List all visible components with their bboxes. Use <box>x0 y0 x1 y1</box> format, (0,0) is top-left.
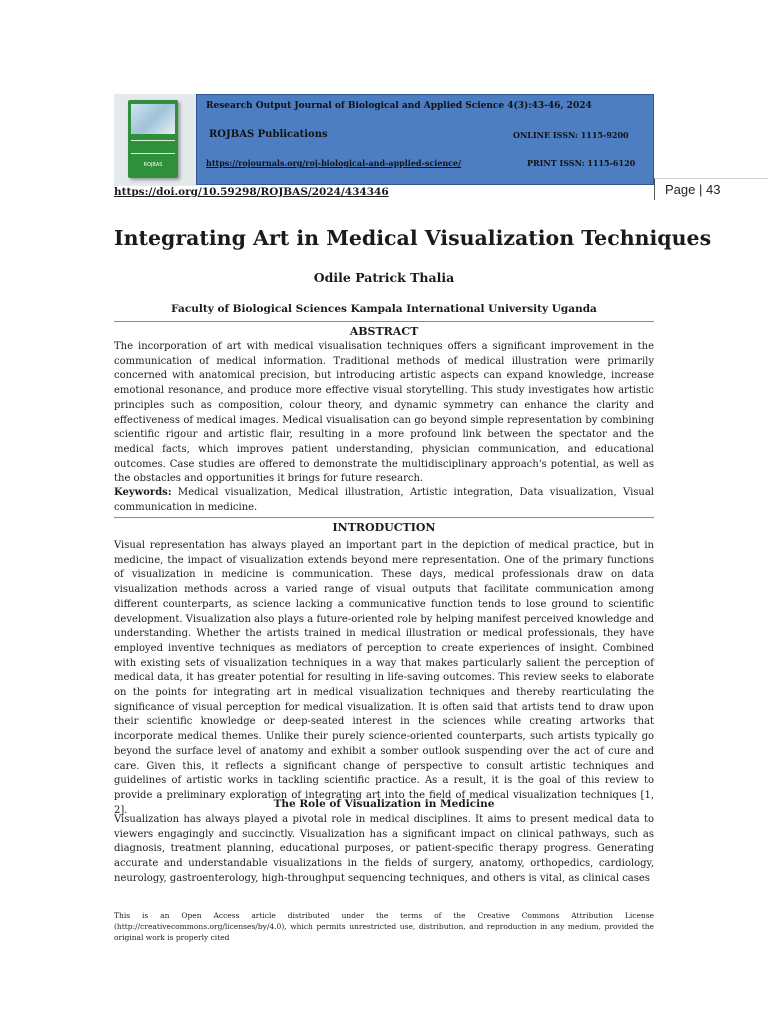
introduction-heading: INTRODUCTION <box>332 521 436 534</box>
print-issn: PRINT ISSN: 1115-6120 <box>527 158 636 168</box>
role-text: Visualization has always played a pivotal role in medical disciplines. It aims to present medical data to viewers engagingly and succinctly. Visualization has a significant impact on clinical pathways, such as diagnosis, treatment planning, educational purposes, or patient-specific therapy progress. Generating accurate and understandable visualizations in the fields of surgery, anatomy, orthopedics, cardiology, neurology, gastroenterology, high-throughput sequencing techniques, and others is vital, as clinical cases <box>114 814 654 884</box>
abstract-text: The incorporation of art with medical visualisation techniques offers a significant improvement in the communication of medical information. Traditional methods of medical illustration were primarily concerned with anatomical precision, but introducing artistic aspects can expand knowledge, increase emotional resonance, and produce more effective visual storytelling. This study investigates how artistic principles such as composition, colour theory, and dynamic symmetry can enhance the clarity and effectiveness of medical images. Medical visualisation can go beyond simple representation by combining scientific rigour and artistic flair, resulting in a more profound link between the spectator and the medical facts, which improves patient understanding, physician communication, and educational outcomes. Case studies are offered to demonstrate the multidisciplinary approach's potential, as well as the obstacles and opportunities it brings for future research. <box>114 341 654 485</box>
role-subheading: The Role of Visualization in Medicine <box>273 798 495 810</box>
doi-link[interactable]: https://doi.org/10.59298/ROJBAS/2024/434346 <box>114 186 389 198</box>
cover-title-band <box>131 140 175 154</box>
introduction-divider <box>114 517 654 518</box>
cover-photo <box>131 104 175 134</box>
journal-cover-image <box>114 94 196 186</box>
keywords <box>114 486 654 515</box>
article-author: Odile Patrick Thalia <box>313 270 455 285</box>
author-affiliation: Faculty of Biological Sciences Kampala International University Uganda <box>171 303 597 315</box>
article-title: Integrating Art in Medical Visualization Techniques <box>114 226 712 250</box>
publisher-name: ROJBAS Publications <box>209 129 328 140</box>
page-number: Page | 43 <box>665 182 721 197</box>
introduction-text: Visual representation has always played an important part in the depiction of medical practice, but in medicine, the impact of visualization extends beyond mere representation. One of the primary functions of visualization in medicine is communication. These days, medical professionals draw on data visualization methods across a varied range of visual outputs that facilitate communication among different counterparts, as science lacking a communicative function tends to lose ground to scientific development. Visualization also plays a future-oriented role by helping manifest perceived knowledge and understanding. Whether the artists trained in medical illustration or medical professionals, they have employed inventive techniques as mediators of perception to create experiences of insight. Combined with existing sets of visualization techniques in a way that makes particularly salient the perception of medical data, it has greater potential for resulting in life-saving outcomes. This review seeks to elaborate on the points for integrating art in medical visualization techniques and thereby rearticulating the significance of visual perception for medical visualization. It is often said that artists tend to draw upon their scientific knowledge or deep-seated interest in the sciences while creating artworks that incorporate medical themes. Unlike their purely science-oriented counterparts, such artists typically go beyond the surface level of anatomy and exhibit a somber outlook suspending over the act of cure and care. Given this, it reflects a significant change of perspective to consult artistic techniques and guidelines of artistic works in tackling scientific practice. As a result, it is the goal of this review to provide a preliminary exploration of integrating art into the field of medical visualization techniques [1, 2]. <box>114 540 654 816</box>
abstract-heading: ABSTRACT <box>349 325 419 338</box>
page-number-box <box>654 178 768 200</box>
abstract-divider <box>114 321 654 322</box>
keywords-label: Keywords: <box>114 487 172 498</box>
journal-banner <box>196 94 654 185</box>
keywords-text: Medical visualization, Medical illustration, Artistic integration, Data visualization, Visual communication in medicine. <box>114 487 654 513</box>
journal-url-link[interactable]: https://rojournals.org/roj-biological-and-applied-science/ <box>206 158 462 168</box>
online-issn: ONLINE ISSN: 1115-9200 <box>513 130 629 140</box>
cover-label: ROJBAS <box>143 162 163 168</box>
cover-book <box>128 100 178 178</box>
license-footer: This is an Open Access article distributed under the terms of the Creative Commons Attribution License (http://creativecommons.org/licenses/by/4.0), which permits unrestricted use, distribution, and reproduction in any medium, provided the original work is properly cited <box>114 911 654 942</box>
journal-name: Research Output Journal of Biological and Applied Science 4(3):43-46, 2024 <box>206 101 592 111</box>
